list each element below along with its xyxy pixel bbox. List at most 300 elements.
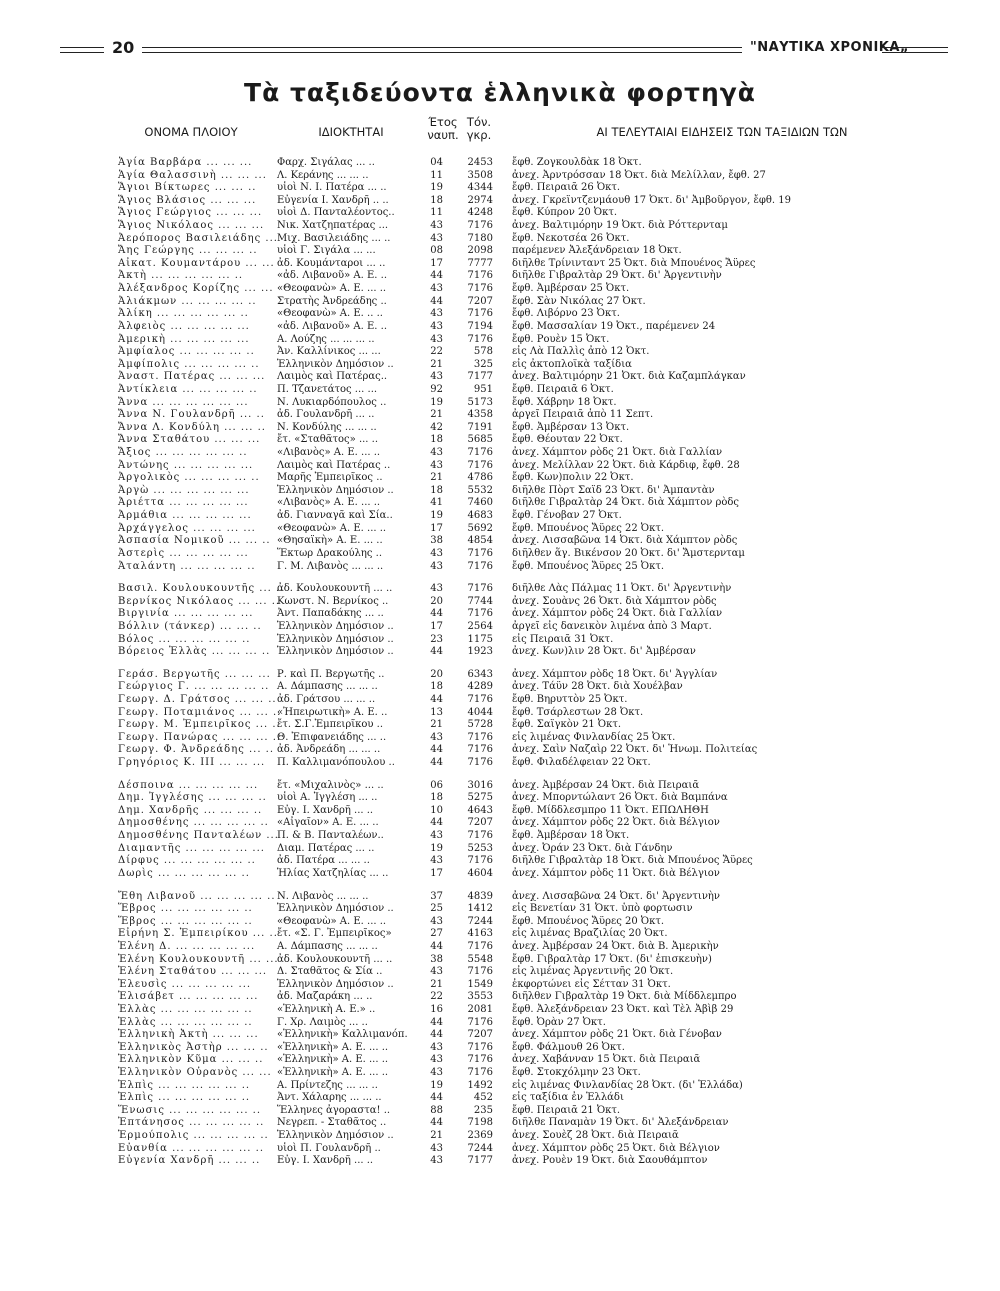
table-row <box>0 757 1000 770</box>
voyage-news: ἔφθ. Ὀρὰν 27 Ὀκτ. <box>512 1016 606 1028</box>
gross-tonnage: 4289 <box>467 681 493 693</box>
ship-owner: ἀδ. Κουμάνταροι ... .. <box>277 257 386 269</box>
voyage-news: ἀνεχ. Χάμπτον ρὸδς 24 Ὀκτ. διὰ Γαλλίαν <box>512 608 723 620</box>
voyage-news: ἔφθ. Γένοβαν 27 Ὀκτ. <box>512 510 622 522</box>
ship-owner: Ἑλληνικὸν Δημόσιον .. <box>277 620 394 632</box>
ship-name: Ἅγιοι Βίκτωρες ... ... .. <box>118 182 257 194</box>
ship-owner: Εὐγ. Ι. Χανδρῆ ... .. <box>277 804 374 816</box>
voyage-news: ἐκφορτώνει εἰς Σέτταν 31 Ὀκτ. <box>512 978 671 990</box>
build-year: 38 <box>430 535 443 547</box>
ship-name: Ἀμερικὴ ... ... ... ... ... <box>118 333 250 345</box>
table-row <box>0 707 1000 720</box>
voyage-news: ἔφθ. Ἀλεξάνδρειαν 23 Ὀκτ. καὶ Τὲλ Ἀβὶβ 29 <box>512 1004 734 1015</box>
ship-owner: Ἑλληνικὸν Δημόσιον .. <box>277 978 394 990</box>
gross-tonnage: 452 <box>473 1092 493 1104</box>
gross-tonnage: 1549 <box>467 978 493 990</box>
ship-owner: «ἀδ. Λιβανοῦ» Α. Ε. .. <box>277 320 387 332</box>
table-row <box>0 608 1000 621</box>
ship-name: Διαμαντῆς ... ... ... ... ... <box>118 842 265 854</box>
table-row <box>0 621 1000 634</box>
ship-owner: «Θεοφανὼ» Α. Ε. ... .. <box>277 283 387 295</box>
ship-owner: Ἑλληνικὸν Δημόσιον .. <box>277 484 394 496</box>
ship-name: Βερνίκος Νικόλαος ... ... .. <box>118 595 281 607</box>
table-row <box>0 207 1000 220</box>
voyage-news: εἰς ἀκτοπλοϊκὰ ταξίδια <box>512 358 632 370</box>
ship-owner: Ἕλληνες ἀγοραστα! .. <box>277 1104 391 1116</box>
table-row <box>0 548 1000 561</box>
ship-name: Εὐγενία Χανδρῆ ... ... .. <box>118 1155 261 1167</box>
ship-owner: Ἑλληνικὸν Δημόσιον .. <box>277 646 394 658</box>
voyage-news: εἰς Πειραιᾶ 31 Ὀκτ. <box>512 633 614 645</box>
voyage-news: ἔφθ. Φιλαδέλφειαν 22 Ὀκτ. <box>512 757 651 769</box>
build-year: 25 <box>430 903 443 915</box>
gross-tonnage: 6343 <box>467 668 493 680</box>
ship-owner: ἀδ. Γουλανδρῆ ... .. <box>277 409 375 421</box>
col-header-year-line1: Έτος <box>428 115 458 129</box>
ship-name: Ἄης Γεώργης ... ... ... .. <box>118 245 258 257</box>
table-row <box>0 855 1000 868</box>
table-section <box>0 583 1000 659</box>
table-section <box>0 669 1000 770</box>
build-year: 43 <box>430 308 443 320</box>
table-row <box>0 535 1000 548</box>
ship-name: Ἑλένη Σταθάτου ... ... ... <box>118 966 268 978</box>
gross-tonnage: 7244 <box>467 915 493 927</box>
ship-name: Ἔθη Λιβανοῦ ... ... ... ... .. <box>118 890 276 902</box>
table-row <box>0 1117 1000 1130</box>
table-row <box>0 979 1000 992</box>
voyage-news: ἀνεχ. Χάμπτον ρὸδς 21 Ὀκτ. διὰ Γένοβαν <box>512 1029 722 1041</box>
ship-owner: Π. & Β. Πανταλέων.. <box>277 830 384 842</box>
ship-owner: ἀδ. Γράτσου ... ... .. <box>277 693 376 705</box>
gross-tonnage: 1412 <box>467 903 493 915</box>
build-year: 17 <box>430 620 443 632</box>
voyage-news: εἰς ταξίδια ἐν Ἑλλάδι <box>512 1092 624 1104</box>
gross-tonnage: 5275 <box>467 792 493 804</box>
build-year: 44 <box>430 693 443 705</box>
build-year: 43 <box>430 731 443 743</box>
table-section <box>0 891 1000 1168</box>
ship-name: Γεωργ. Φ. Ἀνδρεάδης ... .. <box>118 744 275 756</box>
gross-tonnage: 3016 <box>467 779 493 791</box>
gross-tonnage: 2974 <box>467 194 493 206</box>
ship-name: Ἀλίκη ... ... ... ... ... .. <box>118 308 249 320</box>
ship-owner: Διαμ. Πατέρας ... .. <box>277 842 375 854</box>
build-year: 43 <box>430 855 443 867</box>
table-row <box>0 384 1000 397</box>
ship-owner: «Ἑλληνικὴ» Α. Ε. ... .. <box>277 1041 389 1053</box>
gross-tonnage: 7460 <box>467 497 493 509</box>
col-header-name: ΟΝΟΜΑ ΠΛΟΙΟΥ <box>144 125 238 139</box>
build-year: 19 <box>430 182 443 194</box>
gross-tonnage: 7180 <box>467 232 493 244</box>
gross-tonnage: 235 <box>473 1104 493 1116</box>
voyage-news: ἀνεχ. Χάμπτον ρὸδς 25 Ὀκτ. διὰ Βέλγιον <box>512 1142 720 1154</box>
build-year: 37 <box>430 890 443 902</box>
table-row <box>0 583 1000 596</box>
table-row <box>0 1130 1000 1143</box>
build-year: 43 <box>430 1054 443 1066</box>
table-row <box>0 220 1000 233</box>
voyage-news: ἀνεχ. Τάϋν 28 Ὀκτ. διὰ Χουέλβαν <box>512 681 683 693</box>
table-row <box>0 334 1000 347</box>
ship-owner: Ἑλληνικὸν Δημόσιον .. <box>277 358 394 370</box>
table-row <box>0 868 1000 881</box>
gross-tonnage: 2098 <box>467 245 493 257</box>
gross-tonnage: 4604 <box>467 867 493 879</box>
ship-name: Ἑλλὰς ... ... ... ... ... .. <box>118 1016 253 1028</box>
build-year: 17 <box>430 522 443 534</box>
ship-name: Αἰκατ. Κουμαντάρου ... ... <box>118 257 275 269</box>
gross-tonnage: 7176 <box>467 693 493 705</box>
ship-name: Ἑλληνικὸς Ἀστὴρ ... ... .. <box>118 1041 269 1053</box>
ship-name: Ἀστερὶς ... ... ... ... ... <box>118 547 249 559</box>
ship-name: Ἀντίκλεια ... ... ... ... .. <box>118 383 258 395</box>
ship-name: Γεωργ. Δ. Γράτσος ... ... .. <box>118 693 277 705</box>
ship-name: Βόλος ... ... ... ... ... .. <box>118 633 251 645</box>
build-year: 23 <box>430 633 443 645</box>
gross-tonnage: 4786 <box>467 472 493 484</box>
build-year: 17 <box>430 257 443 269</box>
gross-tonnage: 7176 <box>467 1067 493 1079</box>
gross-tonnage: 7207 <box>467 1029 493 1041</box>
build-year: 44 <box>430 1016 443 1028</box>
voyage-news: ἀνεχ. Λισσαβῶνα 24 Ὀκτ. δι' Ἀργεντινὴν <box>512 890 720 902</box>
voyage-news: ἔφθ. Μασσαλίαν 19 Ὀκτ., παρέμενεν 24 <box>512 320 716 332</box>
ship-owner: Ρ. καὶ Π. Βεργωτῆς .. <box>277 668 385 680</box>
ship-owner: Γ. Μ. Λιβανὸς ... ... .. <box>277 560 384 572</box>
header-rule-right <box>882 47 948 53</box>
build-year: 43 <box>430 371 443 383</box>
ship-owner: Φαρχ. Σιγάλας ... .. <box>277 157 375 168</box>
table-row <box>0 941 1000 954</box>
ship-name: Βόλλιν (τάνκερ) ... ... .. <box>118 620 262 632</box>
table-row <box>0 170 1000 183</box>
ship-owner: Εὐγενία Ι. Χανδρῆ .. .. <box>277 194 389 206</box>
ship-name: Γεωργ. Μ. Ἐμπειρῖκος ... .. <box>118 719 281 731</box>
ship-name: Ἀλέξανδρος Κορίζης ... ... <box>118 283 274 295</box>
gross-tonnage: 3553 <box>467 991 493 1003</box>
build-year: 27 <box>430 928 443 940</box>
build-year: 44 <box>430 757 443 769</box>
voyage-news: ἔφθ. Χάβρην 18 Ὀκτ. <box>512 396 617 408</box>
gross-tonnage: 1175 <box>467 633 493 645</box>
gross-tonnage: 7176 <box>467 966 493 978</box>
table-row <box>0 371 1000 384</box>
build-year: 43 <box>430 1155 443 1167</box>
ship-owner: Ἑλληνικὸν Δημόσιον .. <box>277 903 394 915</box>
build-year: 22 <box>430 346 443 358</box>
voyage-news: ἀνεχ. Κων)λιν 28 Ὀκτ. δι' Ἀμβέρσαν <box>512 646 696 658</box>
voyage-news: ἔφθ. Ρουὲν 15 Ὀκτ. <box>512 333 610 345</box>
table-row <box>0 903 1000 916</box>
voyage-news: ἀνεχ. Ἀμβέρσαν 24 Ὀκτ. διὰ Β. Ἀμερικὴν <box>512 940 719 952</box>
build-year: 44 <box>430 1092 443 1104</box>
ship-name: Γεωργ. Πανώρας ... ... ... .. <box>118 731 282 743</box>
build-year: 20 <box>430 595 443 607</box>
ship-owner: υἱοὶ Π. Γουλανδρῆ .. <box>277 1142 381 1154</box>
table-row <box>0 732 1000 745</box>
ship-owner: «ἀδ. Λιβανοῦ» Α. Ε. .. <box>277 270 387 282</box>
ship-name: Βόρειος Ἑλλὰς ... ... ... .. <box>118 646 271 658</box>
voyage-news: ἔφθ. Πειραιᾶ 26 Ὀκτ. <box>512 182 621 194</box>
build-year: 18 <box>430 792 443 804</box>
ship-owner: Νικ. Χατζηπατέρας ... <box>277 220 389 232</box>
ship-name: Δημ. Χανδρῆς ... ... ... .. <box>118 804 263 816</box>
table-row <box>0 830 1000 843</box>
ship-name: Εὐανθία ... ... ... ... ... .. <box>118 1142 265 1154</box>
ship-name: Ἀλφειὸς ... ... ... ... ... <box>118 320 250 332</box>
voyage-news: διῆλθε Παναμὰν 19 Ὀκτ. δι' Ἀλεξάνδρειαν <box>512 1117 729 1129</box>
voyage-news: διῆλθεν Γιβραλτὰρ 19 Ὀκτ. διὰ Μίδδλεμπρο <box>512 991 737 1003</box>
voyage-news: διῆλθε Γιβραλτὰρ 18 Ὀκτ. διὰ Μπουένος Ἄϋρες <box>512 855 753 867</box>
ship-owner: Εὐγ. Ι. Χανδρῆ ... .. <box>277 1155 374 1167</box>
build-year: 41 <box>430 497 443 509</box>
ship-owner: Μαρῆς Ἐμπειρῖκος .. <box>277 472 383 484</box>
ship-name: Ἕβρος ... ... ... ... ... .. <box>118 903 253 915</box>
col-header-tons-line1: Τόν. <box>466 115 492 129</box>
ship-name: Ἀντώνης ... ... ... ... ... <box>118 459 254 471</box>
voyage-news: διῆλθε Γιβραλτὰρ 24 Ὀκτ. διὰ Χάμπτον ρὸδς <box>512 497 739 509</box>
ship-owner: Κωνστ. Ν. Βερνίκος .. <box>277 595 389 607</box>
ship-owner: Λ. Κεράνης ... ... .. <box>277 169 369 181</box>
voyage-news: ἀνεχ. Χάμπτον ρὸδς 21 Ὀκτ. διὰ Γαλλίαν <box>512 447 723 459</box>
page-number: 20 <box>112 38 135 57</box>
gross-tonnage: 2369 <box>467 1130 493 1142</box>
voyage-news: ἀνεχ. Χάμπτον ρὸδς 11 Ὀκτ. διὰ Βέλγιον <box>512 867 720 879</box>
build-year: 43 <box>430 1142 443 1154</box>
voyage-news: ἔφθ. Πειραιᾶ 21 Ὀκτ. <box>512 1104 621 1116</box>
ship-name: Γρηγόριος Κ. ΙΙΙ ... ... ... <box>118 757 266 769</box>
voyage-news: ἔφθ. Πειραιᾶ 6 Ὀκτ. <box>512 383 614 395</box>
table-row <box>0 510 1000 523</box>
voyage-news: ἔφθ. Λιβόρνο 23 Ὀκτ. <box>512 308 620 320</box>
table-row <box>0 245 1000 258</box>
ship-name: Δωρὶς ... ... ... ... ... .. <box>118 867 250 879</box>
ship-owner: Δ. Σταθᾶτος & Σία .. <box>277 966 383 978</box>
ship-name: Ἀμφίπολις ... ... ... ... .. <box>118 358 260 370</box>
table-row <box>0 233 1000 246</box>
build-year: 11 <box>430 207 443 219</box>
gross-tonnage: 4358 <box>467 409 493 421</box>
voyage-news: εἰς λιμένας Ἀργεντινῆς 20 Ὀκτ. <box>512 966 674 978</box>
ship-name: Γεώργιος Γ. ... ... ... ... .. <box>118 681 270 693</box>
gross-tonnage: 7176 <box>467 220 493 232</box>
ship-owner: Ἑλληνικὸν Δημόσιον .. <box>277 633 394 645</box>
build-year: 21 <box>430 472 443 484</box>
gross-tonnage: 4854 <box>467 535 493 547</box>
table-row <box>0 182 1000 195</box>
build-year: 44 <box>430 1117 443 1129</box>
table-row <box>0 497 1000 510</box>
ship-name: Δημοσθένης ... ... ... ... .. <box>118 817 269 829</box>
ship-name: Ἅγιος Νικόλαος ... ... ... <box>118 220 265 232</box>
magazine-name: "ΝΑΥΤΙΚΑ ΧΡΟΝΙΚΑ„ <box>750 40 909 55</box>
voyage-news: διῆλθε Λὰς Πάλμας 11 Ὀκτ. δι' Ἀργεντινὴν <box>512 583 732 595</box>
ship-owner: Νεγρεπ. - Σταθᾶτος .. <box>277 1117 387 1129</box>
ship-owner: Α. Λούζης ... ... ... .. <box>277 333 375 345</box>
ship-name: Ἐλπὶς ... ... ... ... ... .. <box>118 1079 251 1091</box>
build-year: 43 <box>430 583 443 595</box>
build-year: 18 <box>430 194 443 206</box>
gross-tonnage: 2453 <box>467 157 493 168</box>
ship-owner: Στρατὴς Ἀνδρεάδης .. <box>277 295 387 307</box>
table-row <box>0 817 1000 830</box>
build-year: 43 <box>430 1041 443 1053</box>
gross-tonnage: 7176 <box>467 270 493 282</box>
ship-name: Ἀριέττα ... ... ... ... ... <box>118 497 249 509</box>
voyage-news: ἀνεχ. Ἀμβέρσαν 24 Ὀκτ. διὰ Πειραιᾶ <box>512 779 700 791</box>
gross-tonnage: 7177 <box>467 371 493 383</box>
voyage-news: ἔφθ. Θέουταν 22 Ὀκτ. <box>512 434 623 446</box>
gross-tonnage: 7176 <box>467 560 493 572</box>
table-row <box>0 1067 1000 1080</box>
ship-name: Ἀλιάκμων ... ... ... ... .. <box>118 295 257 307</box>
table-row <box>0 270 1000 283</box>
ship-table <box>0 157 1000 1178</box>
voyage-news: ἀνεχ. Χάμπτον ρὸδς 22 Ὀκτ. διὰ Βέλγιον <box>512 817 720 829</box>
ship-owner: «Θησαϊκὴ» Α. Ε. ... .. <box>277 535 383 547</box>
ship-owner: «Λιβανὸς» Α. Ε. ... .. <box>277 447 381 459</box>
table-row <box>0 523 1000 536</box>
voyage-news: ἀνεχ. Χάμπτον ρὸδς 18 Ὀκτ. δι' Ἀγγλίαν <box>512 668 718 680</box>
page-header <box>60 38 948 60</box>
ship-owner: Ν. Κονδύλης ... ... .. <box>277 421 377 433</box>
ship-owner: «Ἠπειρωτικὴ» Α. Ε. .. <box>277 706 388 718</box>
ship-name: Δημοσθένης Πανταλέων ... <box>118 830 279 842</box>
voyage-news: ἀνεχ. Βαλτιμόρην 19 Ὀκτ. διὰ Ρόττερνταμ <box>512 220 728 232</box>
ship-name: Ἀναστ. Πατέρας ... ... ... <box>118 371 266 383</box>
build-year: 08 <box>430 245 443 257</box>
build-year: 21 <box>430 409 443 421</box>
table-row <box>0 966 1000 979</box>
table-section <box>0 780 1000 881</box>
voyage-news: ἔφθ. Τσάρλεστων 28 Ὀκτ. <box>512 706 644 718</box>
table-row <box>0 891 1000 904</box>
ship-owner: «Ἑλληνικὴ» Α. Ε. ... .. <box>277 1067 389 1079</box>
voyage-news: ἔφθ. Ἀμβέρσαν 25 Ὀκτ. <box>512 283 630 295</box>
table-row <box>0 991 1000 1004</box>
gross-tonnage: 7176 <box>467 459 493 471</box>
gross-tonnage: 5532 <box>467 484 493 496</box>
table-row <box>0 308 1000 321</box>
gross-tonnage: 325 <box>473 358 493 370</box>
build-year: 19 <box>430 396 443 408</box>
table-row <box>0 681 1000 694</box>
ship-owner: Ἕκτωρ Δρακούλης .. <box>277 547 383 559</box>
ship-name: Ἅγιος Βλάσιος ... ... ... <box>118 194 257 206</box>
gross-tonnage: 2081 <box>467 1004 493 1015</box>
build-year: 18 <box>430 681 443 693</box>
gross-tonnage: 7176 <box>467 583 493 595</box>
gross-tonnage: 7777 <box>467 257 493 269</box>
ship-owner: Ν. Λυκιαρδόπουλος .. <box>277 396 387 408</box>
voyage-news: διῆλθεν ἅγ. Βικένσον 20 Ὀκτ. δι' Ἄμστερνταμ <box>512 547 745 559</box>
gross-tonnage: 7176 <box>467 855 493 867</box>
table-row <box>0 1105 1000 1118</box>
voyage-news: ἔφθ. Βηρυττὸν 25 Ὀκτ. <box>512 693 628 705</box>
ship-name: Ἐπτάνησος ... ... ... ... .. <box>118 1117 265 1129</box>
table-row <box>0 195 1000 208</box>
table-row <box>0 1080 1000 1093</box>
build-year: 21 <box>430 1130 443 1142</box>
gross-tonnage: 7177 <box>467 1155 493 1167</box>
ship-owner: ἀδ. Γιανναγᾶ καὶ Σία.. <box>277 510 393 522</box>
gross-tonnage: 7176 <box>467 547 493 559</box>
table-row <box>0 1004 1000 1017</box>
ship-owner: Ἑλληνικὸν Δημόσιον .. <box>277 1130 394 1142</box>
table-row <box>0 460 1000 473</box>
voyage-news: ἔφθ. Ζογκουλδὰκ 18 Ὀκτ. <box>512 157 642 168</box>
build-year: 22 <box>430 991 443 1003</box>
ship-name: Δίρφυς ... ... ... ... ... .. <box>118 855 256 867</box>
gross-tonnage: 5685 <box>467 434 493 446</box>
ship-owner: «Ἑλληνικὴ» Καλλιμανόπ. <box>277 1029 408 1041</box>
header-rule-left <box>60 47 104 53</box>
voyage-news: ἀνεχ. Σαὶν Ναζαὶρ 22 Ὀκτ. δι' Ἡνωμ. Πολιτείας <box>512 744 758 756</box>
ship-owner: Λαιμὸς καὶ Πατέρας.. <box>277 371 388 383</box>
voyage-news: ἀργεῖ εἰς δανεικὸν λιμένα ἀπὸ 3 Μαρτ. <box>512 620 712 632</box>
table-row <box>0 954 1000 967</box>
voyage-news: εἰς λιμένας Φινλανδίας 28 Ὀκτ. (δι' Ἑλλάδα) <box>512 1079 743 1091</box>
gross-tonnage: 578 <box>473 346 493 358</box>
gross-tonnage: 4044 <box>467 706 493 718</box>
gross-tonnage: 5692 <box>467 522 493 534</box>
col-header-tons-line2: γκρ. <box>466 128 492 142</box>
gross-tonnage: 951 <box>473 383 493 395</box>
ship-name: Ἄξιος ... ... ... ... ... .. <box>118 447 248 459</box>
build-year: 43 <box>430 966 443 978</box>
build-year: 18 <box>430 434 443 446</box>
voyage-news: ἔφθ. Κων)πολιν 22 Ὀκτ. <box>512 472 634 484</box>
voyage-news: ἀνεχ. Ὀράν 23 Ὀκτ. διὰ Γάνδην <box>512 842 673 854</box>
build-year: 43 <box>430 547 443 559</box>
voyage-news: εἰς λιμένας Βραζιλίας 20 Ὀκτ. <box>512 928 668 940</box>
build-year: 16 <box>430 1004 443 1015</box>
voyage-news: ἔφθ. Σαϊγκὸν 21 Ὀκτ. <box>512 719 622 731</box>
table-row <box>0 561 1000 574</box>
ship-owner: ἔτ. «Σταθᾶτος» ... .. <box>277 434 379 446</box>
ship-name: Ἑλλὰς ... ... ... ... ... .. <box>118 1004 253 1015</box>
ship-name: Βασιλ. Κουλουκουντῆς ... .. <box>118 583 285 595</box>
table-row <box>0 843 1000 856</box>
gross-tonnage: 4683 <box>467 510 493 522</box>
col-header-year-line2: ναυπ. <box>427 128 459 142</box>
gross-tonnage: 7176 <box>467 757 493 769</box>
build-year: 19 <box>430 510 443 522</box>
gross-tonnage: 7244 <box>467 1142 493 1154</box>
voyage-news: ἔφθ. Στοκχόλμην 23 Ὀκτ. <box>512 1067 641 1079</box>
gross-tonnage: 7194 <box>467 320 493 332</box>
voyage-news: ἔφθ. Σὰν Νικόλας 27 Ὀκτ. <box>512 295 646 307</box>
build-year: 88 <box>430 1104 443 1116</box>
gross-tonnage: 7744 <box>467 595 493 607</box>
gross-tonnage: 7176 <box>467 333 493 345</box>
voyage-news: ἀνεχ. Ἀρντρόσσαν 18 Ὀκτ. διὰ Μελίλλαν, ἔφθ. 27 <box>512 169 766 181</box>
ship-name: Ἄννα Σταθάτου ... ... ... <box>118 434 261 446</box>
table-row <box>0 447 1000 460</box>
ship-owner: Α. Δάμπασης ... ... .. <box>277 681 378 693</box>
voyage-news: ἀνεχ. Σουὰνς 26 Ὀκτ. διὰ Χάμπτον ρὸδς <box>512 595 717 607</box>
gross-tonnage: 2564 <box>467 620 493 632</box>
ship-name: Ἄννα ... ... ... ... ... ... <box>118 396 249 408</box>
ship-owner: Γ. Χρ. Λαιμὸς ... .. <box>277 1016 368 1028</box>
voyage-news: ἔφθ. Κύπρον 20 Ὀκτ. <box>512 207 618 219</box>
voyage-news: διῆλθε Γιβραλτὰρ 29 Ὀκτ. δι' Ἀργεντινὴν <box>512 270 722 282</box>
build-year: 11 <box>430 169 443 181</box>
build-year: 43 <box>430 830 443 842</box>
gross-tonnage: 7176 <box>467 447 493 459</box>
